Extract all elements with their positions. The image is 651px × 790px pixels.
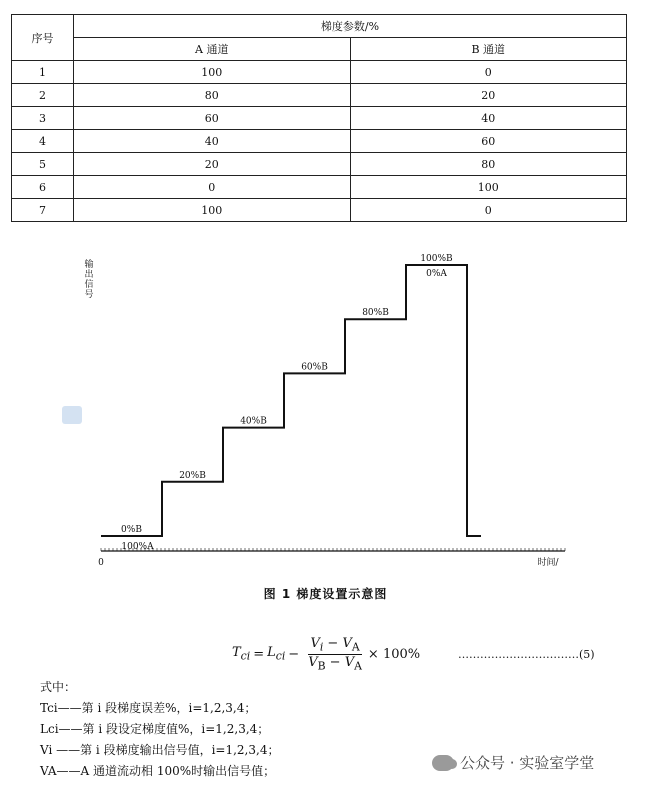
watermark-text: 公众号 · 实验室学堂 <box>460 754 595 772</box>
gradient-parameter-table <box>11 14 627 222</box>
table-header-row <box>12 15 627 38</box>
cell-b: 40 <box>350 107 627 130</box>
cell-b: 0 <box>350 199 627 222</box>
formula-lhs: $T_{ci}$ <box>232 645 251 663</box>
cell-a: 80 <box>74 84 351 107</box>
table-body <box>12 61 627 222</box>
header-a-channel: A 通道 <box>74 38 351 61</box>
table-row <box>12 130 627 153</box>
x-origin-label: 0 <box>98 558 104 568</box>
y-axis-label-char: 号 <box>84 290 94 300</box>
step-label: 20%B <box>179 470 206 481</box>
series-b-step-line <box>101 265 481 536</box>
y-axis-label-char: 输 <box>84 260 94 270</box>
formula-times: × 100% <box>367 646 421 662</box>
table-row <box>12 107 627 130</box>
step-label: 40%B <box>240 416 267 427</box>
formula-minus: − <box>288 646 300 662</box>
cell-b: 60 <box>350 130 627 153</box>
chart-axes <box>101 548 565 551</box>
definition-line: 式中： <box>40 680 77 694</box>
table-subheader-row <box>12 38 627 61</box>
start-a-label: 100%A <box>121 542 154 552</box>
y-axis-label-char: 出 <box>84 270 94 280</box>
table-row <box>12 153 627 176</box>
cell-seq: 6 <box>12 176 74 199</box>
cell-seq: 2 <box>12 84 74 107</box>
cell-b: 100 <box>350 176 627 199</box>
formula-numerator: $V_i - V_A$ <box>310 636 360 654</box>
header-group: 梯度参数/% <box>74 15 627 38</box>
formula-eq: = <box>253 646 265 662</box>
header-b-channel: B 通道 <box>350 38 627 61</box>
figure-caption: 图 1 梯度设置示意图 <box>263 587 388 601</box>
formula-fraction <box>306 636 364 672</box>
definition-line: Tci——第 i 段梯度误差%，i=1,2,3,4； <box>40 701 257 715</box>
header-seq: 序号 <box>12 15 74 61</box>
cell-a: 20 <box>74 153 351 176</box>
formula-denominator: $V_B - V_A$ <box>308 654 362 673</box>
cell-a: 40 <box>74 130 351 153</box>
cell-a: 0 <box>74 176 351 199</box>
table-row <box>12 199 627 222</box>
formula-definitions <box>40 677 279 782</box>
formula-5 <box>232 636 420 672</box>
end-a-label: 0%A <box>426 269 447 279</box>
table-row <box>12 84 627 107</box>
cell-seq: 4 <box>12 130 74 153</box>
chart-plot <box>101 265 481 536</box>
cell-seq: 5 <box>12 153 74 176</box>
cell-b: 20 <box>350 84 627 107</box>
formula-number: ……………………………(5) <box>458 648 595 661</box>
cell-seq: 7 <box>12 199 74 222</box>
definition-line: VA——A 通道流动相 100%时输出信号值； <box>40 764 276 778</box>
step-label: 60%B <box>301 362 328 373</box>
step-label: 0%B <box>121 525 142 535</box>
cell-b: 80 <box>350 153 627 176</box>
y-axis-label-char: 信 <box>84 280 94 290</box>
formula-l: $L_{ci}$ <box>267 645 286 663</box>
definition-line: Vi ——第 i 段梯度输出信号值，i=1,2,3,4； <box>40 743 280 757</box>
table-row <box>12 61 627 84</box>
cell-seq: 1 <box>12 61 74 84</box>
definition-line: Lci——第 i 段设定梯度值%，i=1,2,3,4； <box>40 722 270 736</box>
step-label: 80%B <box>362 308 389 319</box>
watermark <box>432 752 594 773</box>
table-row <box>12 176 627 199</box>
cell-a: 100 <box>74 199 351 222</box>
cell-seq: 3 <box>12 107 74 130</box>
step-label: 100%B <box>420 254 453 264</box>
x-axis-label: 时间/ <box>537 558 559 568</box>
wechat-icon <box>432 755 454 771</box>
chart-labels <box>84 254 559 568</box>
cell-a: 60 <box>74 107 351 130</box>
gradient-step-chart <box>0 245 651 575</box>
cell-a: 100 <box>74 61 351 84</box>
cell-b: 0 <box>350 61 627 84</box>
